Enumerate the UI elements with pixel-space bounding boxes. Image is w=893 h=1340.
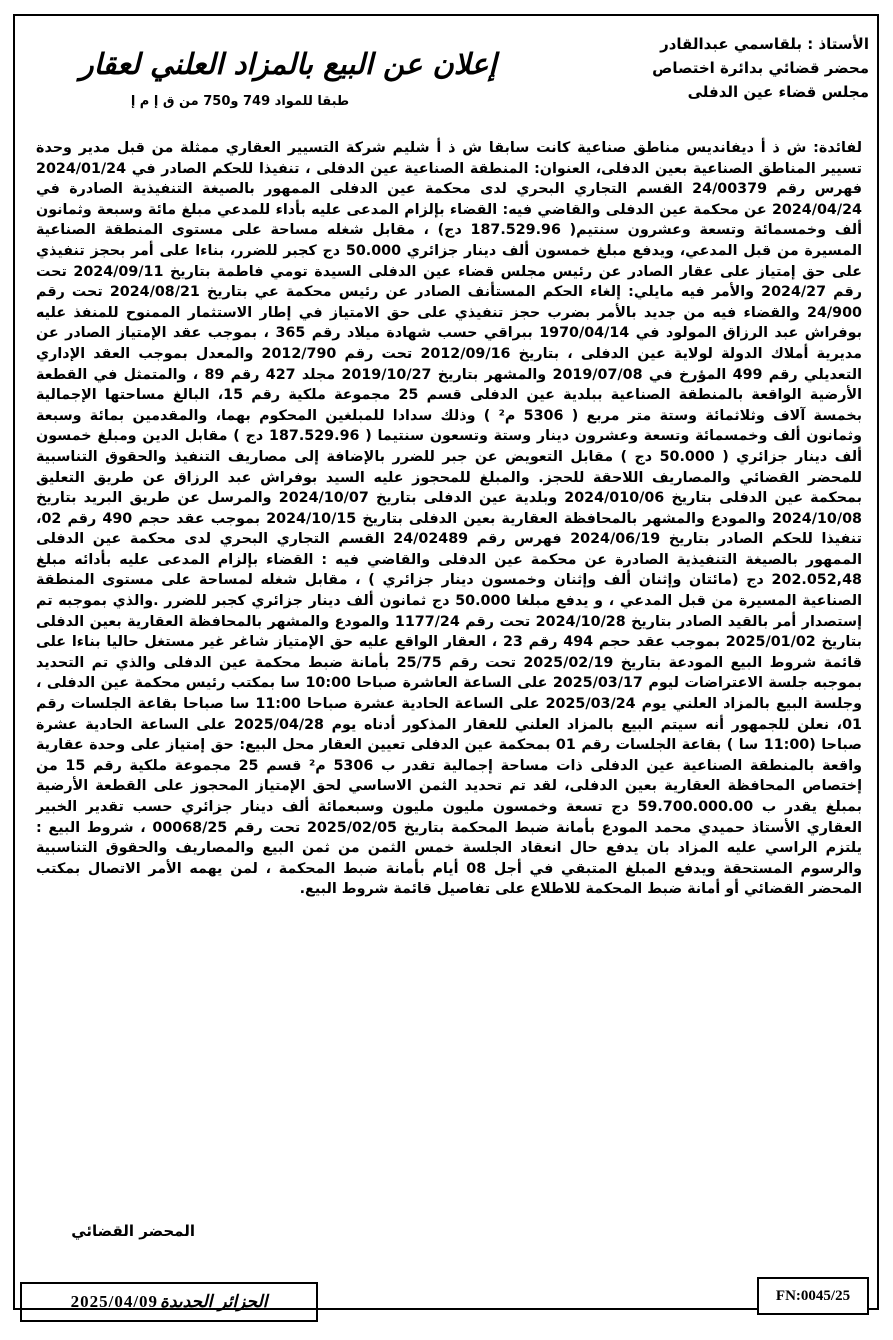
announcement-body — [36, 138, 862, 900]
bailiff-role: محضر قضائي بدائرة اختصاص — [652, 59, 869, 77]
page-title: إعلان عن البيع بالمزاد العلني لعقار — [79, 47, 497, 81]
newspaper-name: الجزائر الجديدة — [160, 1292, 268, 1312]
bailiff-header — [569, 32, 869, 104]
legal-reference: طبقا للمواد 749 و750 من ق إ م إ — [130, 94, 350, 109]
file-number: FN:0045/25 — [775, 1287, 851, 1304]
publication-date: 2025/04/09 — [70, 1292, 159, 1311]
court-jurisdiction: مجلس قضاء عين الدفلى — [687, 83, 869, 101]
newspaper-stamp — [20, 1282, 318, 1322]
signature: المحضر القضائي — [71, 1222, 195, 1240]
body-text: لفائدة: ش ذ أ ديفانديس مناطق صناعية كانت سابقا ش ذ أ شليم شركة التسيير العقاري ممثلة من قبل مدير وحدة تسيير المناطق الصناعية بعين الدفلى، العنوان: المنطقة الصناعية عين الدفلى ، تنفيذا للحكم الصادر في 2024/01/24 فهرس رقم 24/00379 القسم التجاري البحري لدى محكمة عين الدفلى الممهور بالصيغة التنفيذية الصادرة في 2024/04/24 عن محكمة عين الدفلى والقاضي فيه: القضاء بإلزام المدعى عليه بأداء للمدعي مبلغ مائة وسبعة وثمانون ألف وخمسمائة وتسعة وعشرون سنتيم( 187.529.96 دج) ، مقابل شغله مساحة على مستوى المنطقة الصناعية المسيرة من قبل المدعي، ويدفع مبلغ خمسون ألف دينار جزائري 50.000 دج كجبر للضرر، بناءا على أمر بحجز تنفيذي على حق إمتياز على عقار الصادر عن رئيس مجلس قضاء عين الدفلى السيدة تومي فاطمة بتاريخ 2024/09/11 تحت رقم 2024/27 والأمر فيه مايلي: إلغاء الحكم المستأنف الصادر عن رئيس محكمة عي بتاريخ 2024/08/21 تحت رقم 24/900 والقضاء فيه من جديد بالأمر بضرب حجز تنفيذي على حق الامتياز في إطار الاستثمار الممنوح للمنفذ عليه بوفراش عبد الرزاق المولود في 1970/04/14 ببراقي حسب شهادة ميلاد رقم 365 ، بموجب عقد الإمتياز الصادر عن مديرية أملاك الدولة لولاية عين الدفلى ، بتاريخ 2012/09/16 تحت رقم 2012/790 والمعدل بموجب العقد الإداري التعديلي رقم 499 المؤرخ في 2019/07/08 والمشهر بتاريخ 2019/10/27 مجلد 427 رقم 89 ، والمتمثل في القطعة الأرضية الواقعة بالمنطقة الصناعية ببلدية عين الدفلى قسم 25 مجموعة ملكية رقم 15، البالغ مساحتها الإجمالية بخمسة آلاف وثلاثمائة وستة متر مربع ( 5306 م² ) وذلك سدادا للمبلغين المحكوم بهما، والمقدمين بمائة وسبعة وثمانون ألف وخمسمائة وتسعة وعشرون دينار وستة وتسعون سنتيما ( 187.529.96 دج ) مقابل الدين ومبلغ خمسون ألف دينار جزائري ( 50.000 دج ) مقابل التعويض عن جبر للضرر بالإضافة إلى مصاريف التنفيذ والحقوق التناسبية للمحضر القضائي والمصاريف اللاحقة للحجز. والمبلغ للمحجوز عليه السيد بوفراش عبد الرزاق عن طريق التعليق بمحكمة عين الدفلى بتاريخ 2024/010/06 وبلدية عين الدفلى بتاريخ 2024/10/07 والمرسل عن طريق البريد بتاريخ 2024/10/08 والمودع والمشهر بالمحافظة العقارية بعين الدفلى بتاريخ 2024/10/15 بموجب عقد حجم 490 رقم 02، تنفيذا للحكم الصادر بتاريخ 2024/06/19 فهرس رقم 24/02489 القسم التجاري البحري لدى محكمة عين الدفلى الممهور بالصيغة التنفيذية الصادرة عن محكمة عين الدفلى والقاضي فيه : القضاء بإلزام المدعى عليه بأدائه مبلغ 202.052,48 دج (مائتان وإثنان ألف وإثنان وخمسون دينار جزائري ) ، مقابل شغله لمساحة على مستوى المنطقة الصناعية المسيرة من قبل المدعي ، و يدفع مبلغا 50.000 دج ثمانون ألف دينار جزائري كجبر للضرر .والذي بموجبه تم إستصدار أمر بالقيد الصادر بتاريخ 2024/10/28 تحت رقم 1177/24 والمودع والمشهر بالمحافظة العقارية بعين الدفلى بتاريخ 2025/01/02 بموجب عقد حجم 494 رقم 23 ، العقار الواقع عليه حق الإمتياز شاغر غير مستغل حاليا بناءا على قائمة شروط البيع المودعة بتاريخ 2025/02/19 تحت رقم 25/75 بأمانة ضبط محكمة عين الدفلى والذي تم التحديد بموجبه جلسة الاعتراضات ليوم 2025/03/17 على الساعة العاشرة صباحا 10:00 سا بمكتب رئيس محكمة عين الدفلى ، وجلسة البيع بالمزاد العلني يوم 2025/03/24 على الساعة الحادية عشرة صباحا 11:00 سا صباحا بقاعة الجلسات رقم 01، نعلن للجمهور أنه سيتم البيع بالمزاد العلني للعقار المذكور أدناه يوم 2025/04/28 على الساعة الحادية عشرة صباحا (11:00 سا ) بقاعة الجلسات رقم 01 بمحكمة عين الدفلى تعيين العقار محل البيع: حق إمتياز على وحدة عقارية واقعة بالمنطقة الصناعية عين الدفلى ذات مساحة إجمالية تقدر ب 5306 م² قسم 25 مجموعة ملكية رقم 15 من إختصاص المحافظة العقارية بعين الدفلى، لقد تم تحديد الثمن الاساسي لحق الإمتياز المحجوز على القطعة الأرضية بمبلغ يقدر ب 59.700.000.00 دج تسعة وخمسون مليون مليون وسبعمائة ألف دينار جزائري حسب تقدير الخبير العقاري الأستاذ حميدي محمد المودع بأمانة ضبط المحكمة بتاريخ 2025/02/05 تحت رقم 00068/25 ، شروط البيع : يلتزم الراسي عليه المزاد بان يدفع حال انعقاد الجلسة خمس الثمن من ثمن البيع والمصاريف والحقوق التناسبية والرسوم المستحقة ويدفع المبلغ المتبقي في أجل 08 أيام بأمانة ضبط المحكمة ، لمن يهمه الأمر الاتصال بمكتب المحضر القضائي أو أمانة ضبط المحكمة للاطلاع على تفاصيل قائمة شروط البيع. — [36, 140, 863, 898]
file-number-box — [757, 1277, 869, 1315]
bailiff-name: الأستاذ : بلقاسمي عبدالقادر — [660, 35, 869, 53]
